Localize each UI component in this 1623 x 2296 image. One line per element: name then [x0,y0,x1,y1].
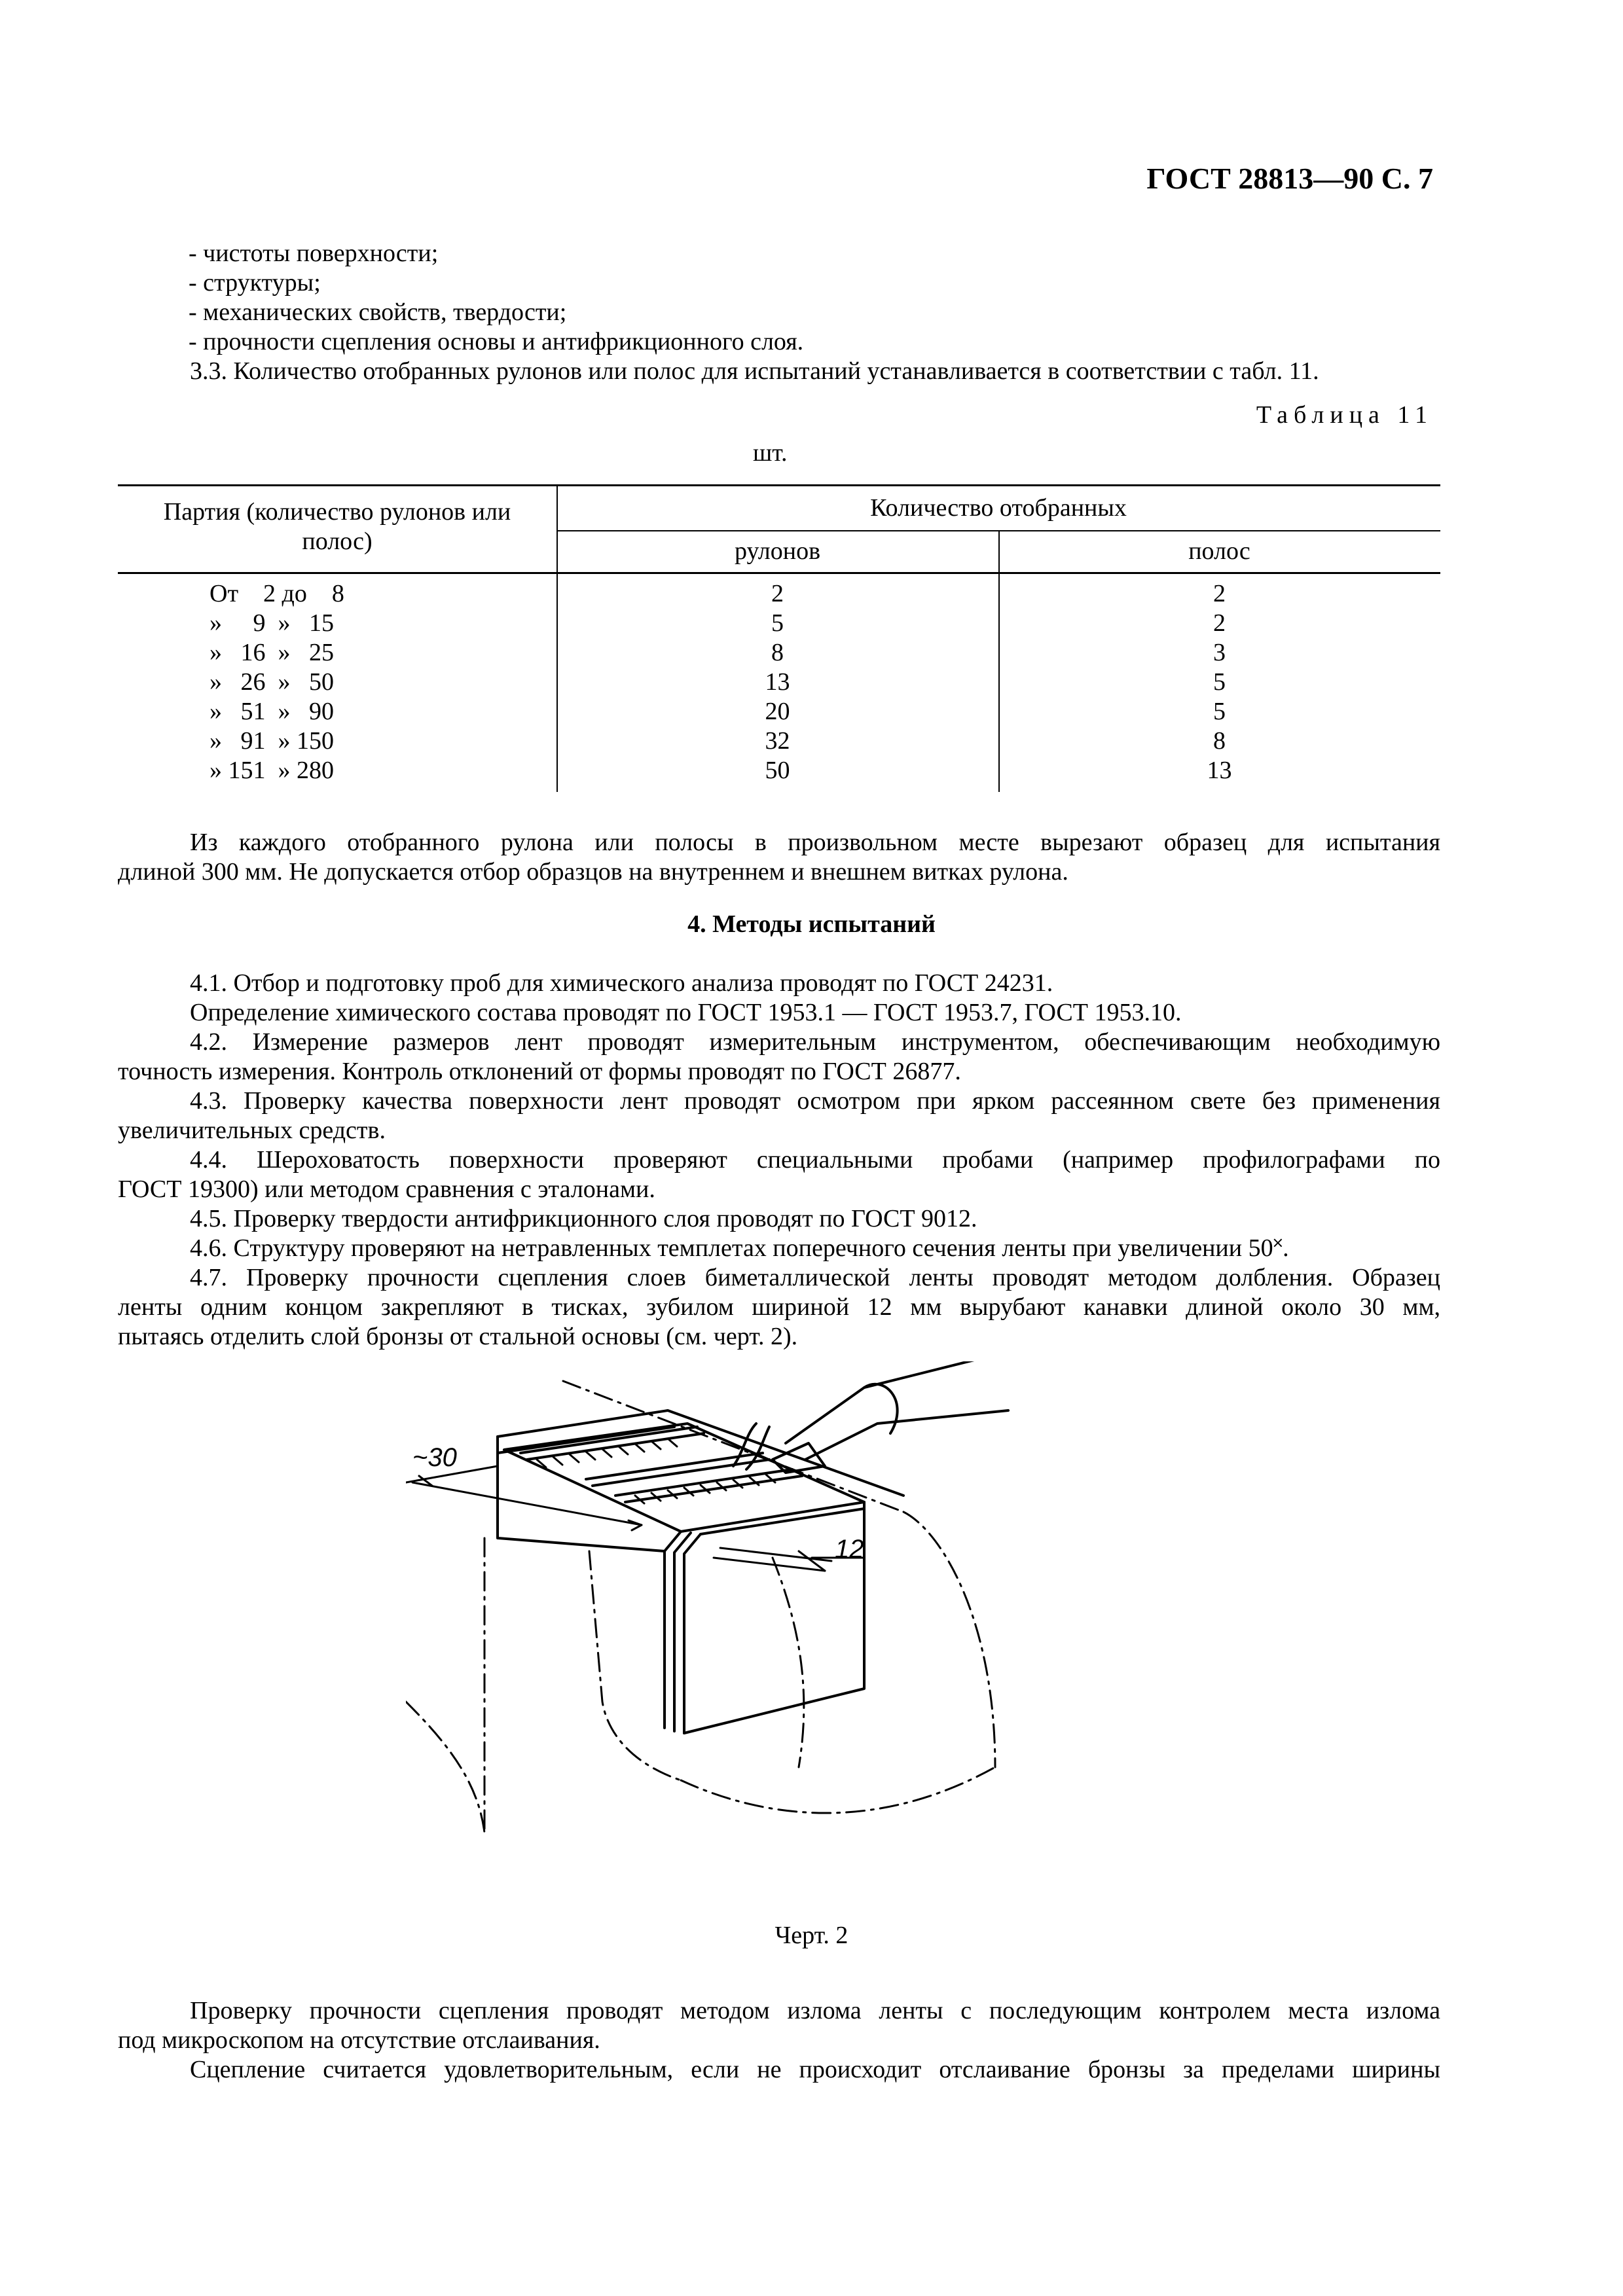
closing-paragraph: Проверку прочности сцепления проводят методом излома ленты с последующим контролем места излома под микроскопом на отсутствие отслаивания. Сцепление считается удовлетворительным, если не происходит отслаивание бронзы за пределами ширины [118,1997,1440,2083]
table-top-rule [118,484,1440,486]
table-cell-party: » 9 » 15 [210,609,334,637]
section-title: 4. Методы испытаний [687,910,936,938]
table-cell-rolls: 5 [771,609,784,637]
table-cell-party: » 26 » 50 [210,668,334,696]
table-cell-rolls: 50 [765,757,790,784]
method-paragraph: 4.3. Проверку качества поверхности лент проводят осмотром при ярком рассеянном свете без применения [190,1087,1440,1115]
header-selected: Количество отобранных [870,494,1127,522]
header-strips: полос [1188,537,1250,565]
table-cell-rolls: 32 [765,727,790,755]
table-cell-rolls: 8 [771,639,784,666]
sampling-table [118,484,1440,792]
method-paragraph: 4.7. Проверку прочности сцепления слоев биметаллической ленты проводят методом долбления. Образец [190,1264,1440,1291]
table-cell-strips: 2 [1213,609,1226,637]
method-paragraph: 4.1. Отбор и подготовку проб для химического анализа проводят по ГОСТ 24231. [190,969,1053,997]
table-cell-rolls: 20 [765,698,790,725]
method-paragraph-line: точность измерения. Контроль отклонений от формы проводят по ГОСТ 26877. [118,1058,961,1085]
method-paragraph: Определение химического состава проводят по ГОСТ 1953.1 — ГОСТ 1953.7, ГОСТ 1953.10. [190,999,1182,1026]
method-paragraph: 4.5. Проверку твердости антифрикционного слоя проводят по ГОСТ 9012. [190,1205,977,1232]
list-item: - механических свойств, твердости; [189,298,567,326]
method-paragraph-line: увеличительных средств. [118,1117,386,1144]
table-cell-strips: 8 [1213,727,1226,755]
list-item: - чистоты поверхности; [189,240,439,267]
table-cell-party: » 51 » 90 [210,698,334,725]
figure-caption: Черт. 2 [775,1922,848,1949]
table-header-rule [118,572,1440,574]
table-cell-strips: 13 [1207,757,1232,784]
list-item: - структуры; [189,269,321,296]
table-units: шт. [753,439,788,467]
paragraph-3-3: 3.3. Количество отобранных рулонов или полос для испытаний устанавливается в соответствии с табл. 11. [190,357,1319,385]
method-paragraph-line: пытаясь отделить слой бронзы от стальной основы (см. черт. 2). [118,1323,798,1350]
dimension-30-label: ~30 [412,1443,457,1472]
dimension-12-label: 12 [835,1535,864,1564]
figure-drawing [406,1361,1159,1885]
table-cell-party: » 151 » 280 [210,757,334,784]
header-party: Партия (количество рулонов или полос) [163,498,511,555]
table-cell-strips: 5 [1213,668,1226,696]
method-paragraph: 4.4. Шероховатость поверхности проверяют специальными пробами (например профилографами по [190,1146,1440,1174]
list-item: - прочности сцепления основы и антифрикционного слоя. [189,328,804,355]
methods-list [118,969,1440,1352]
method-paragraph: 4.6. Структуру проверяют на нетравленных темплетах поперечного сечения ленты при увеличении 50˟. [190,1234,1289,1262]
header-rolls: рулонов [734,537,821,565]
table-cell-strips: 3 [1213,639,1226,666]
method-paragraph-line: ГОСТ 19300) или методом сравнения с эталонами. [118,1175,655,1203]
table-title: Таблица 11 [1256,401,1433,429]
page-header: ГОСТ 28813—90 С. 7 [1146,162,1433,195]
table-cell-party: От 2 до 8 [210,580,344,607]
table-cell-party: » 91 » 150 [210,727,334,755]
method-paragraph-line: ленты одним концом закрепляют в тисках, зубилом шириной 12 мм вырубают канавки длиной около 30 мм, [118,1293,1440,1321]
table-cell-strips: 5 [1213,698,1226,725]
method-paragraph: 4.2. Измерение размеров лент проводят измерительным инструментом, обеспечивающим необходимую [190,1028,1440,1056]
table-cell-rolls: 13 [765,668,790,696]
figure-chisel-test [406,1361,1159,1885]
table-cell-rolls: 2 [771,580,784,607]
table-cell-party: » 16 » 25 [210,639,334,666]
paragraph-after-table: Из каждого отобранного рулона или полосы в произвольном месте вырезают образец для испытания длиной 300 мм. Не допускается отбор образцов на внутреннем и внешнем витках рулона. [118,829,1440,886]
intro-list [118,239,1440,386]
table-cell-strips: 2 [1213,580,1226,607]
